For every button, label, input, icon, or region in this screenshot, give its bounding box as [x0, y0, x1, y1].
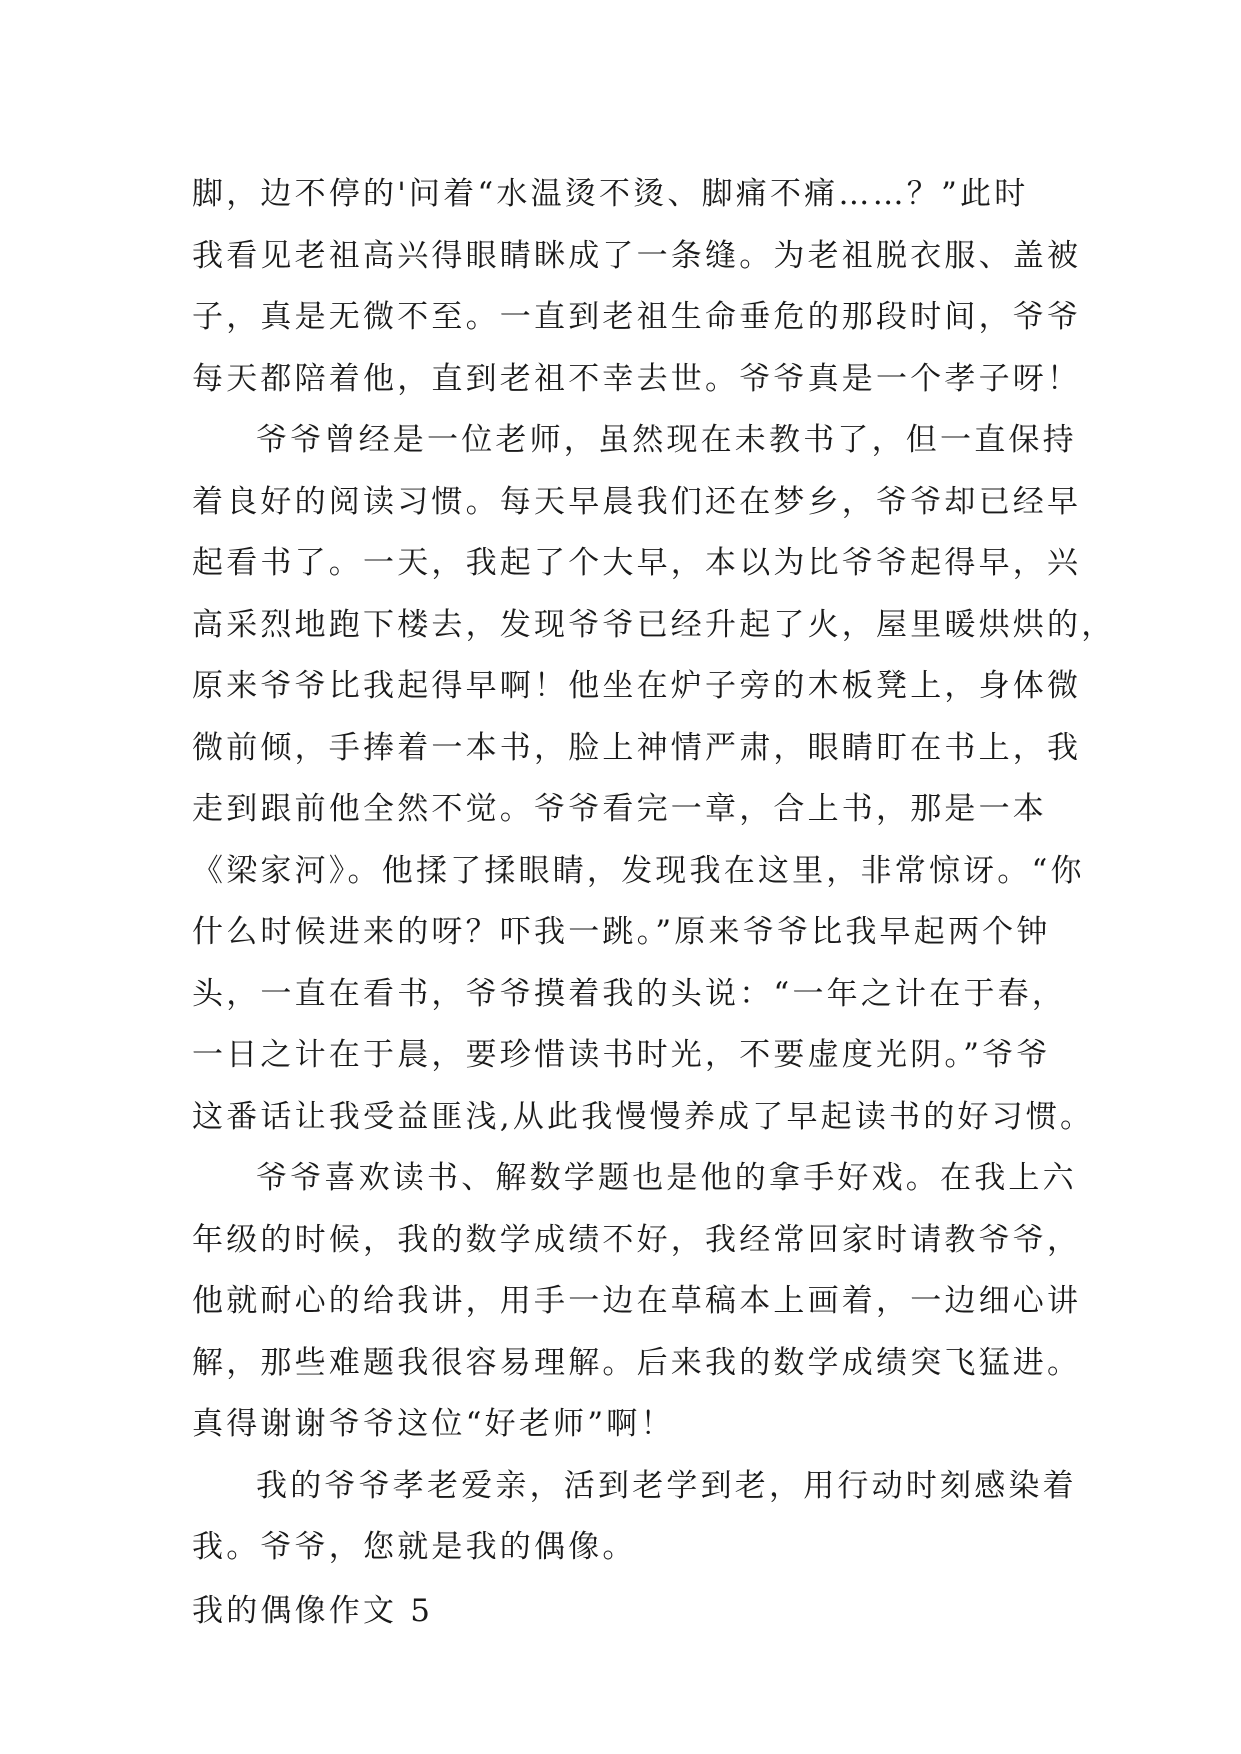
- paragraph-line: 年级的时候，我的数学成绩不好，我经常回家时请教爷爷，: [192, 1221, 1082, 1258]
- paragraph-line: 什么时候进来的呀？吓我一跳。”原来爷爷比我早起两个钟: [192, 914, 1051, 950]
- paragraph-line: 走到跟前他全然不觉。爷爷看完一章，合上书，那是一本: [192, 791, 1047, 827]
- paragraph-line: 我看见老祖高兴得眼睛眯成了一条缝。为老祖脱衣服、盖被: [192, 237, 1082, 274]
- paragraph-2: [192, 410, 1116, 1148]
- paragraph-line: 这番话让我受益匪浅,从此我慢慢养成了早起读书的好习惯。: [192, 1098, 1095, 1135]
- paragraph-1: [192, 164, 1082, 410]
- paragraph-line: 我。爷爷，您就是我的偶像。: [192, 1529, 637, 1565]
- paragraph-line: 高采烈地跑下楼去，发现爷爷已经升起了火，屋里暖烘烘的，: [192, 606, 1116, 643]
- paragraph-line: 头，一直在看书，爷爷摸着我的头说：“一年之计在于春，: [192, 975, 1067, 1012]
- paragraph-line: 每天都陪着他，直到老祖不幸去世。爷爷真是一个孝子呀！: [192, 360, 1082, 397]
- next-essay-title: 我的偶像作文 5: [192, 1592, 434, 1629]
- paragraph-line: 子，真是无微不至。一直到老祖生命垂危的那段时间，爷爷: [192, 299, 1082, 335]
- paragraph-line: 微前倾，手捧着一本书，脸上神情严肃，眼睛盯在书上，我: [192, 729, 1082, 766]
- paragraph-line: 着良好的阅读习惯。每天早晨我们还在梦乡，爷爷却已经早: [192, 483, 1082, 520]
- paragraph-line: 原来爷爷比我起得早啊！他坐在炉子旁的木板凳上，身体微: [192, 668, 1082, 704]
- paragraph-line: 解，那些难题我很容易理解。后来我的数学成绩突飞猛进。: [192, 1344, 1082, 1381]
- paragraph-line: 真得谢谢爷爷这位“好老师”啊！: [192, 1406, 675, 1442]
- paragraph-line: 起看书了。一天，我起了个大早，本以为比爷爷起得早，兴: [192, 545, 1082, 581]
- paragraph-line: 脚，边不停的'问着“水温烫不烫、脚痛不痛……？”此时: [192, 176, 1029, 212]
- paragraph-line: 他就耐心的给我讲，用手一边在草稿本上画着，一边细心讲: [192, 1283, 1082, 1319]
- essay-body: [192, 164, 1116, 1642]
- paragraph-line: 爷爷喜欢读书、解数学题也是他的拿手好戏。在我上六: [256, 1160, 1077, 1196]
- paragraph-4: [192, 1456, 1077, 1579]
- paragraph-line: 《梁家河》。他揉了揉眼睛，发现我在这里，非常惊讶。“你: [192, 852, 1085, 889]
- paragraph-3: [192, 1148, 1082, 1456]
- paragraph-line: 我的爷爷孝老爱亲，活到老学到老，用行动时刻感染着: [256, 1467, 1077, 1504]
- paragraph-line: 一日之计在于晨，要珍惜读书时光，不要虚度光阴。”爷爷: [192, 1037, 1051, 1073]
- paragraph-line: 爷爷曾经是一位老师，虽然现在未教书了，但一直保持: [256, 422, 1077, 458]
